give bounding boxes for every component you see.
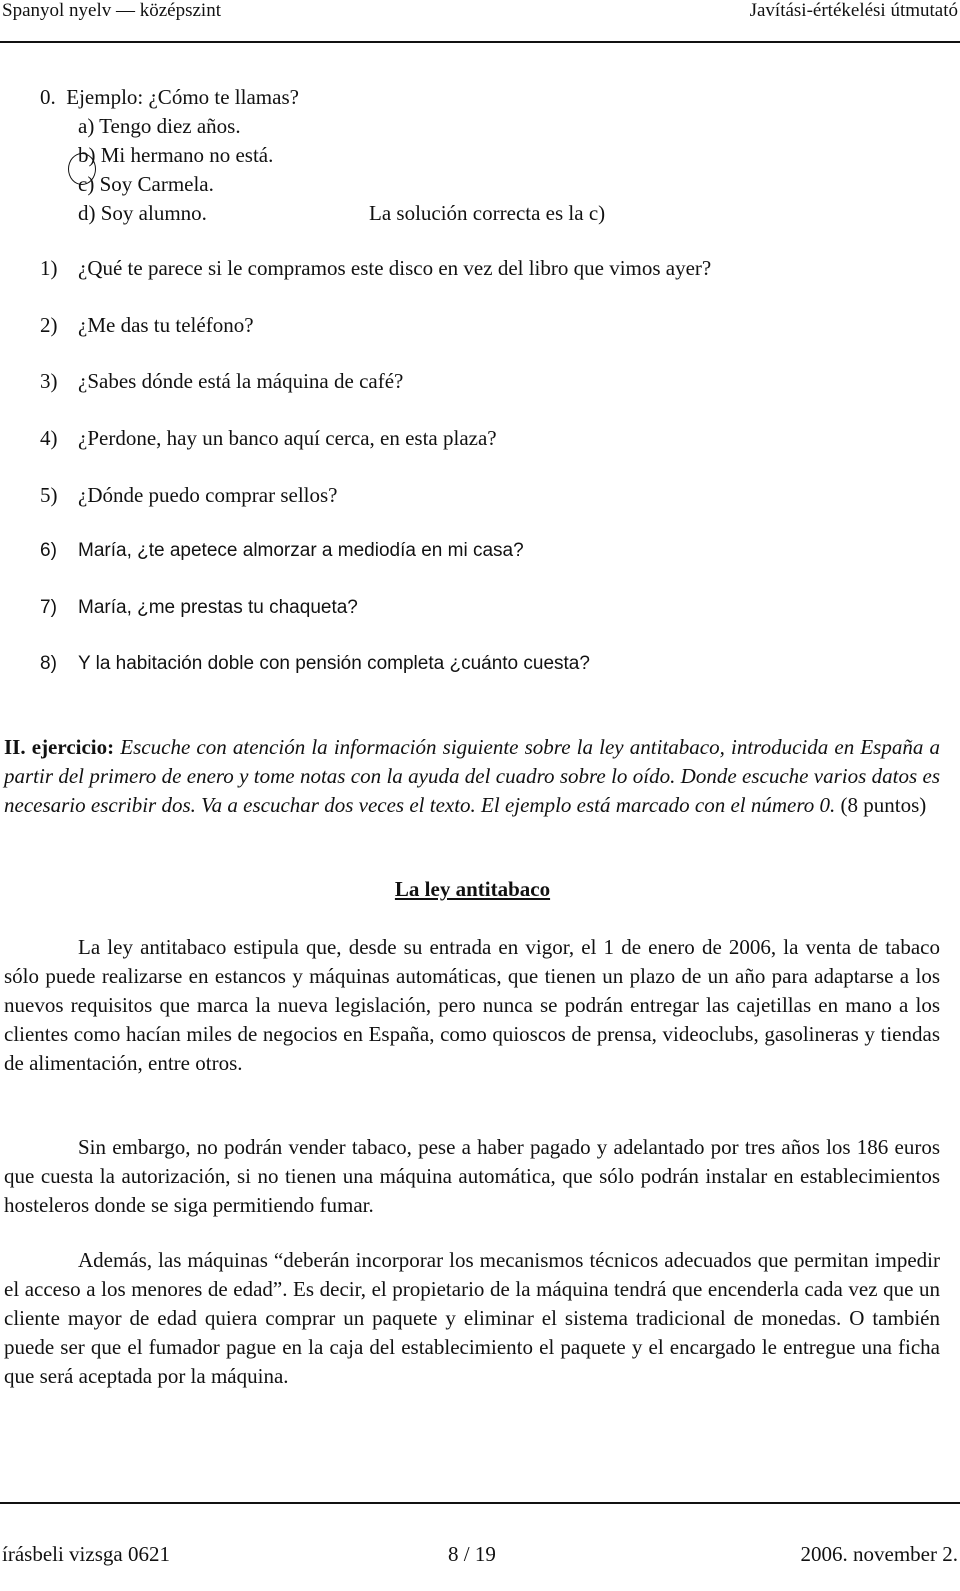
question-number: 8)	[40, 653, 57, 674]
header-subject: Spanyol nyelv — középszint	[2, 0, 221, 21]
question-item	[40, 256, 711, 281]
footer-exam-code: írásbeli vizsga 0621	[2, 1542, 170, 1566]
question-text: ¿Dónde puedo comprar sellos?	[78, 483, 338, 507]
question-item	[40, 653, 590, 675]
header-guide-title: Javítási-értékelési útmutató	[749, 0, 958, 21]
exercise-text: Escuche con atención la información siguiente sobre la ley antitabaco, introducida en España a partir del primero de enero y tome notas con la ayuda del cuadro sobre lo oído. Donde escuche varios datos es necesario escribir dos. Va a escuchar dos veces el texto. El ejemplo está marcado con el número 0.	[4, 735, 941, 817]
answer-circle-mark	[68, 153, 96, 185]
header-rule	[0, 41, 960, 43]
exercise-instructions	[4, 733, 940, 820]
question-item	[40, 313, 254, 338]
question-item	[40, 540, 524, 562]
question-item	[40, 369, 403, 394]
question-item	[40, 483, 338, 508]
question-text: ¿Me das tu teléfono?	[78, 313, 254, 337]
footer-rule	[0, 1502, 960, 1504]
question-number: 2)	[40, 313, 58, 337]
question-text: Y la habitación doble con pensión completa ¿cuánto cuesta?	[78, 653, 590, 674]
exercise-label: II. ejercicio:	[4, 735, 115, 759]
question-text: ¿Qué te parece si le compramos este disco en vez del libro que vimos ayer?	[78, 256, 712, 280]
question-item	[40, 597, 358, 619]
question-number: 3)	[40, 369, 58, 393]
article-paragraph: La ley antitabaco estipula que, desde su entrada en vigor, el 1 de enero de 2006, la venta de tabaco sólo puede realizarse en estancos y máquinas automáticas, que tienen un plazo de un año para adaptarse a los nuevos requisitos que marca la nueva legislación, pero nunca se podrán entregar las cajetillas en mano a los clientes como hacían miles de negocios en España, como quioscos de prensa, videoclubs, gasolineras y tiendas de alimentación, entre otros.	[4, 935, 940, 1075]
article-paragraph: Además, las máquinas “deberán incorporar los mecanismos técnicos adecuados que permitan impedir el acceso a los menores de edad”. Es decir, el propietario de la máquina tendrá que encenderla cada vez que un cliente mayor de edad quiera comprar un paquete y eliminar el sistema tradicional de monedas. O también puede ser que el fumador pague en la caja del establecimiento el paquete y el encargado le entregue una ficha que será aceptada por la máquina.	[4, 1248, 940, 1388]
question-number: 1)	[40, 256, 58, 280]
example-option-b: b) Mi hermano no está.	[78, 143, 274, 167]
example-option-c: c) Soy Carmela.	[78, 172, 214, 196]
question-text: ¿Sabes dónde está la máquina de café?	[78, 369, 404, 393]
question-text: María, ¿me prestas tu chaqueta?	[78, 597, 358, 618]
question-text: María, ¿te apetece almorzar a mediodía en mi casa?	[78, 540, 524, 561]
example-option-d: d) Soy alumno.	[78, 201, 207, 225]
exercise-points: (8 puntos)	[840, 793, 927, 817]
footer-date: 2006. november 2.	[800, 1542, 958, 1566]
example-option-a: a) Tengo diez años.	[78, 114, 241, 138]
page-header	[0, 0, 960, 42]
footer-page-number: 8 / 19	[448, 1542, 496, 1566]
example-question: 0. Ejemplo: ¿Cómo te llamas?	[40, 85, 299, 109]
question-text: ¿Perdone, hay un banco aquí cerca, en esta plaza?	[78, 426, 497, 450]
question-number: 5)	[40, 483, 58, 507]
example-solution: La solución correcta es la c)	[369, 201, 606, 225]
question-number: 7)	[40, 597, 57, 618]
article-title: La ley antitabaco	[394, 877, 551, 901]
question-item	[40, 426, 497, 451]
question-number: 6)	[40, 540, 57, 561]
question-number: 4)	[40, 426, 58, 450]
article-paragraph: Sin embargo, no podrán vender tabaco, pese a haber pagado y adelantado por tres años los 186 euros que cuesta la autorización, si no tienen una máquina automática, que sólo podrán instalar en establecimientos hosteleros donde se siga permitiendo fumar.	[4, 1135, 940, 1217]
